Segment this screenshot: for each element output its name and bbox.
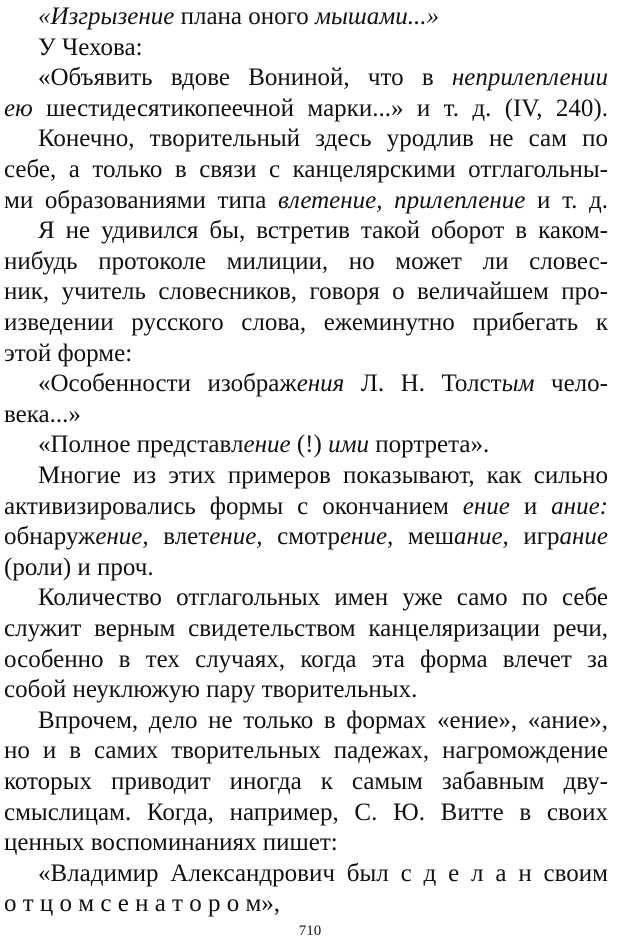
text-segment: Количество отглагольных имен уже само по себе — [38, 584, 608, 612]
text-line — [4, 553, 608, 583]
text-line — [4, 247, 608, 277]
text-segment: «Особенности изображ — [38, 370, 297, 398]
italic-text-segment: ание: — [551, 492, 608, 520]
text-line — [38, 63, 608, 93]
text-segment: смотр — [262, 523, 340, 551]
text-segment: себе, а только в связи с канцелярскими отглагольны- — [4, 156, 608, 183]
italic-text-segment: мышами...» — [315, 3, 439, 30]
text-segment: и т. д. — [525, 186, 608, 214]
text-line — [38, 859, 608, 889]
text-line — [38, 369, 608, 399]
text-line — [4, 889, 608, 919]
text-line — [4, 798, 608, 828]
text-segment: смыслицам. Когда, например, С. Ю. Витте в своих — [4, 798, 608, 826]
text-line — [4, 277, 608, 307]
text-segment: Я не удивился бы, встретив такой оборот в каком- — [38, 217, 608, 245]
text-segment: века...» — [4, 400, 81, 428]
italic-text-segment: ение, — [339, 523, 394, 551]
italic-text-segment: ею — [4, 94, 33, 122]
text-line — [38, 706, 608, 736]
text-line — [4, 522, 608, 552]
italic-text-segment: ения — [296, 370, 345, 398]
text-segment: «Полное представл — [38, 431, 244, 459]
italic-text-segment: влетение, прилепление — [277, 186, 526, 214]
text-line — [4, 339, 608, 369]
italic-text-segment: ым — [501, 370, 535, 398]
text-segment: о т ц о м с е н а т о р о м», — [4, 890, 281, 918]
text-segment: Конечно, творительный здесь уродлив не сам по — [38, 125, 608, 153]
text-line — [4, 614, 608, 644]
text-line — [4, 767, 608, 797]
text-line — [38, 430, 608, 460]
italic-text-segment: ение — [243, 431, 291, 459]
text-segment: нибудь протоколе милиции, но может ли словес- — [4, 247, 608, 275]
italic-text-segment: ение, — [209, 523, 263, 551]
italic-text-segment: ими — [328, 431, 370, 459]
text-line — [4, 675, 608, 705]
italic-text-segment: ание, — [454, 523, 509, 551]
text-line — [4, 94, 608, 124]
text-line — [4, 828, 608, 858]
text-segment: влет — [148, 523, 210, 551]
text-segment: (!) — [290, 431, 329, 459]
text-segment: ник, учитель словесников, говоря о величайшем про- — [4, 278, 608, 306]
text-segment: и — [509, 492, 552, 520]
text-segment: «Объявить вдове Вониной, что в — [38, 64, 452, 92]
text-line — [38, 2, 608, 32]
text-segment: меш — [393, 523, 455, 551]
text-segment: чело- — [534, 370, 608, 398]
text-line — [4, 308, 608, 338]
text-segment: игр — [508, 523, 560, 551]
text-line — [38, 124, 608, 154]
text-line — [38, 461, 608, 491]
text-segment: обнаруж — [4, 523, 96, 551]
text-segment: Многие из этих примеров показывают, как сильно — [38, 462, 608, 489]
text-segment: шестидесятикопеечной марки...» и т. д. (IV, 240). — [32, 94, 608, 122]
text-line — [4, 492, 608, 522]
italic-text-segment: ение — [462, 492, 510, 520]
text-segment: которых приводит иногда к самым забавным дву- — [4, 768, 608, 795]
text-segment: (роли) и проч. — [4, 553, 154, 581]
text-line — [38, 216, 608, 246]
text-segment: особенно в тех случаях, когда эта форма влечет за — [4, 645, 608, 673]
text-segment: собой неуклюжую пару творительных. — [4, 676, 418, 704]
text-line — [4, 186, 608, 216]
italic-text-segment: «Изгрызение — [38, 3, 175, 30]
text-line — [38, 33, 608, 63]
text-line — [38, 583, 608, 613]
text-line — [4, 400, 608, 430]
italic-text-segment: неприлеплении — [451, 64, 608, 92]
text-segment: портрета». — [369, 431, 490, 459]
text-segment: Впрочем, дело не только в формах «ение», «ание», — [38, 706, 608, 734]
text-line — [4, 645, 608, 675]
italic-text-segment: ание — [559, 523, 608, 551]
text-segment: У Чехова: — [38, 33, 143, 61]
text-segment: изведении русского слова, ежеминутно прибегать к — [4, 309, 608, 336]
text-segment: плана оного — [174, 3, 316, 30]
text-segment: ми образованиями типа — [4, 186, 278, 214]
text-segment: служит верным свидетельством канцеляризации речи, — [4, 615, 608, 642]
text-segment: Л. Н. Толст — [344, 370, 502, 398]
text-segment: ценных воспоминаниях пишет: — [4, 829, 338, 857]
text-line — [4, 736, 608, 766]
text-segment: «Владимир Александрович был с д е л а н своим — [38, 859, 608, 887]
page-number: 710 — [298, 923, 322, 939]
italic-text-segment: ение, — [95, 523, 149, 551]
text-segment: но и в самих творительных падежах, нагромождение — [4, 737, 608, 765]
text-line — [4, 155, 608, 185]
text-segment: этой форме: — [4, 339, 133, 367]
text-segment: активизировались формы с окончанием — [4, 492, 463, 520]
